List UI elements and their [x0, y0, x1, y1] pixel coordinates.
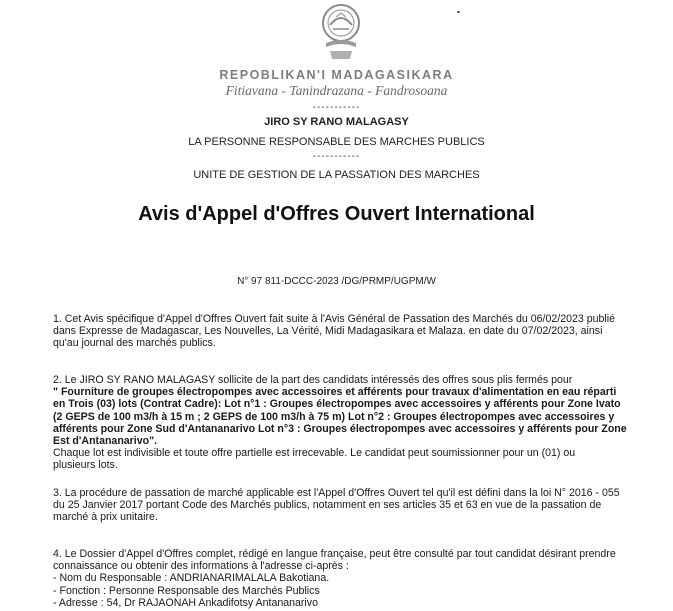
paragraph-2 [53, 374, 633, 472]
paragraph-4 [53, 548, 633, 609]
prmp-title: LA PERSONNE RESPONSABLE DES MARCHES PUBLICS [188, 136, 485, 148]
national-motto: Fitiavana - Tanindrazana - Fandrosoana [225, 83, 448, 98]
organization-name: JIRO SY RANO MALAGASY [264, 116, 409, 128]
paragraph-bold-line: afférents pour Zone Sud d'Antananarivo Lot n°3 : Groupes électropompes avec accessoires y afférents pour Zone [53, 422, 627, 435]
paragraph-line: Chaque lot est indivisible et toute offre partielle est irrecevable. Le candidat peut soumissionner pour un (01) ou [53, 447, 576, 460]
paragraph-line: 1. Cet Avis spécifique d'Appel d'Offres Ouvert fait suite à l'Avis Général de Passation des Marchés du 06/02/2023 publié [53, 313, 615, 325]
paragraph-line: du 25 Janvier 2017 portant Code des Marchés publics, notamment en ses articles 35 et 63 en vue de la passation de [53, 499, 602, 512]
republic-title: REPOBLIKAN'I MADAGASIKARA [219, 68, 454, 82]
separator: ----------- [312, 102, 361, 113]
paragraph-bold-line: Est d'Antananarivo". [53, 435, 158, 448]
paragraph-bold-line: en Trois (03) lots (Contrat Cadre): Lot n°1 : Groupes électropompes avec accessoires y afférents pour Zone Ivato [53, 398, 621, 411]
paragraph-line: - Nom du Responsable : ANDRIANARIMALALA Bakotiana. [53, 572, 330, 585]
paragraph-line: - Adresse : 54, Dr RAJAONAH Ankadifotsy Antananarivo [53, 596, 318, 609]
scan-speck [457, 11, 460, 13]
paragraph-1 [53, 313, 633, 350]
paragraph-line: plusieurs lots. [53, 459, 118, 472]
paragraph-bold-line: " Fourniture de groupes électropompes avec accessoires et afférents pour travaux d'alimentation en eau réparti [53, 386, 617, 399]
paragraph-line: 2. Le JIRO SY RANO MALAGASY sollicite de la part des candidats intéressés des offres sous plis fermés pour [53, 374, 573, 386]
paragraph-line: 4. Le Dossier d'Appel d'Offres complet, rédigé en langue française, peut être consulté par tout candidat désirant prendre [53, 548, 616, 560]
reference-number: N° 97 811-DCCC-2023 /DG/PRMP/UGPM/W [237, 276, 436, 287]
paragraph-line: marché à prix unitaire. [53, 511, 158, 524]
page-title: Avis d'Appel d'Offres Ouvert International [138, 203, 535, 225]
paragraph-line: qu'au journal des marchés publics. [53, 337, 216, 350]
paragraph-line: connaissance ou obtenir des informations à l'adresse ci-après : [53, 560, 349, 573]
paragraph-line: - Fonction : Personne Responsable des Marchés Publics [53, 584, 320, 597]
paragraph-line: dans Expresse de Madagascar, Les Nouvelles, La Vérité, Midi Madagasikara et Malaza. en date du 07/02/2023, ainsi [53, 325, 603, 338]
paragraph-3 [53, 487, 633, 524]
national-seal-icon [320, 3, 362, 63]
paragraph-bold-line: (2 GEPS de 100 m3/h à 15 m ; 2 GEPS de 100 m3/h à 75 m) Lot n°2 : Groupes électropompes avec accessoires y [53, 410, 615, 423]
ugpm-title: UNITE DE GESTION DE LA PASSATION DES MARCHES [193, 169, 480, 181]
paragraph-line: 3. La procédure de passation de marché applicable est l'Appel d'Offres Ouvert tel qu'il est défini dans la loi N° 2016 - 055 [53, 487, 620, 499]
separator: ----------- [312, 151, 361, 162]
